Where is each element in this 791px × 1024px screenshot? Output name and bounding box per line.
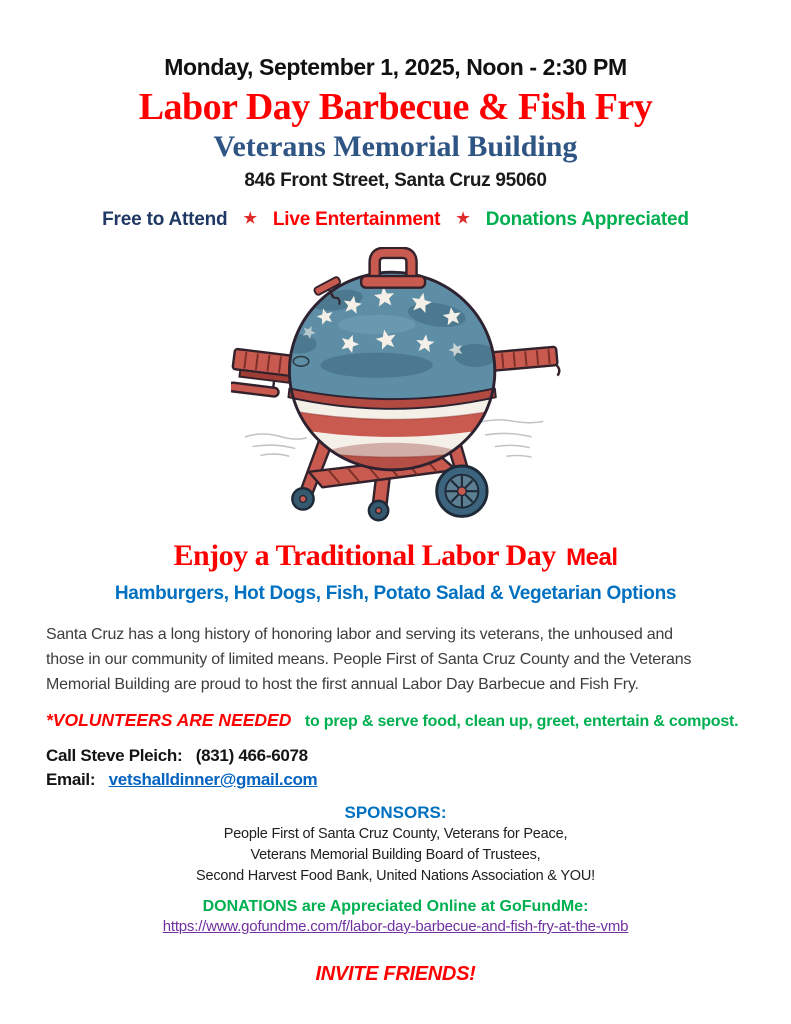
sponsor-line: Second Harvest Food Bank, United Nations Association & YOU! [196,868,595,884]
venue-address: 846 Front Street, Santa Cruz 95060 [244,170,547,191]
sponsors-heading: SPONSORS: [344,803,447,822]
email-label: Email: [46,770,96,789]
sponsor-line: People First of Santa Cruz County, Veterans for Peace, [223,826,568,842]
donations-appreciated-label: Donations Appreciated [485,209,689,230]
star-icon: ★ [456,210,470,227]
volunteers-tasks-label: to prep & serve food, clean up, greet, entertain & compost. [304,713,739,730]
live-entertainment-label: Live Entertainment [272,209,441,230]
meal-heading-serif: Enjoy a Traditional Labor Day [173,539,556,572]
menu-line: Hamburgers, Hot Dogs, Fish, Potato Salad & Vegetarian Options [114,583,677,604]
donations-heading: DONATIONS are Appreciated Online at GoFundMe: [202,898,589,915]
phone-line [46,744,745,768]
intro-paragraph-line: those in our community of limited means. People First of Santa Cruz County and the Veterans [46,651,692,668]
email-line [46,768,745,792]
free-to-attend-label: Free to Attend [102,209,228,230]
sponsor-line: Veterans Memorial Building Board of Trustees, [250,847,541,863]
volunteers-needed-label: *VOLUNTEERS ARE NEEDED [46,710,292,730]
phone-number: (831) 466-6078 [195,746,308,765]
star-icon: ★ [243,210,257,227]
venue-name: Veterans Memorial Building [213,130,578,163]
volunteers-line [46,709,745,733]
email-link[interactable]: vetshalldinner@gmail.com [108,770,318,789]
meal-heading [0,538,791,579]
grill-illustration-container [0,247,791,528]
contact-block [46,744,745,792]
gofundme-link[interactable]: https://www.gofundme.com/f/labor-day-barbecue-and-fish-fry-at-the-vmb [162,918,629,935]
event-date-line: Monday, September 1, 2025, Noon - 2:30 PM [164,54,627,80]
event-title: Labor Day Barbecue & Fish Fry [138,86,653,128]
intro-paragraph-line: Memorial Building are proud to host the first annual Labor Day Barbecue and Fish Fry. [46,676,639,693]
highlights-line [0,206,791,233]
intro-paragraph [46,622,745,697]
meal-heading-sans: Meal [566,544,618,571]
sponsors-block [0,801,791,887]
american-flag-kettle-grill-illustration [231,247,561,528]
call-label: Call Steve Pleich: [46,746,183,765]
donations-block [0,896,791,937]
invite-friends-label: INVITE FRIENDS! [315,963,476,985]
intro-paragraph-line: Santa Cruz has a long history of honoring labor and serving its veterans, the unhoused and [46,626,673,643]
